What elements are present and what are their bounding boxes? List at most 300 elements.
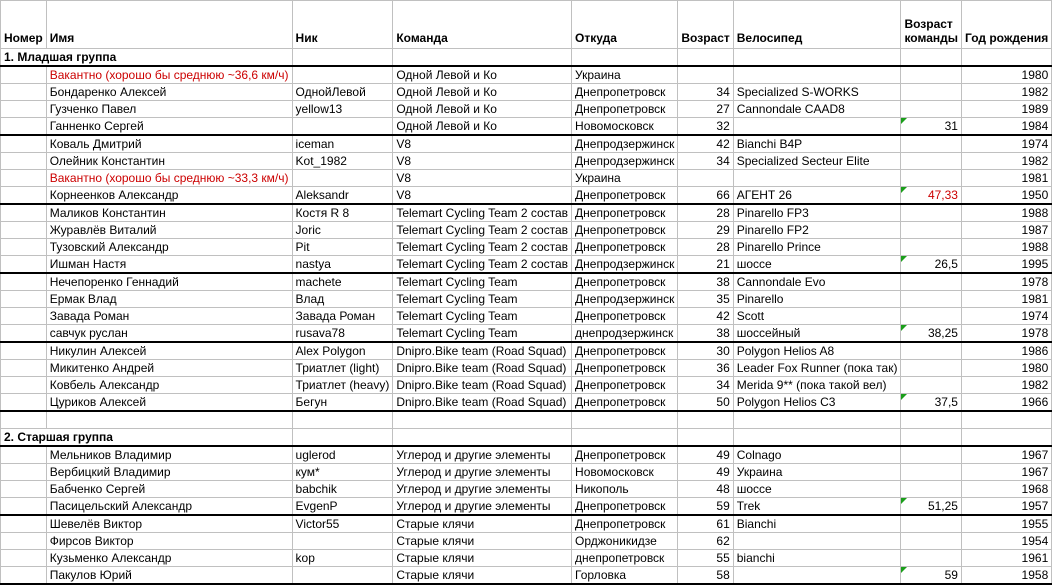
cell-bike[interactable]: шоссе: [733, 481, 901, 498]
cell-from[interactable]: Днепропетровск: [572, 515, 678, 533]
cell-name[interactable]: Микитенко Андрей: [46, 360, 292, 377]
cell-bike[interactable]: [733, 170, 901, 187]
section-title[interactable]: 1. Младшая группа: [1, 49, 293, 67]
cell-bike[interactable]: Trek: [733, 498, 901, 516]
cell-bike[interactable]: Leader Fox Runner (пока так): [733, 360, 901, 377]
cell-name[interactable]: Ишман Настя: [46, 256, 292, 274]
cell-from[interactable]: Днепродзержинск: [572, 256, 678, 274]
cell-bike[interactable]: [733, 118, 901, 136]
empty-cell[interactable]: [901, 429, 962, 447]
cell-year[interactable]: 1968: [961, 481, 1051, 498]
cell-num[interactable]: [1, 498, 47, 516]
empty-cell[interactable]: [961, 429, 1051, 447]
cell-nick[interactable]: [292, 533, 393, 550]
cell-age[interactable]: 32: [678, 118, 733, 136]
empty-cell[interactable]: [733, 411, 901, 429]
cell-name[interactable]: Нечепоренко Геннадий: [46, 273, 292, 291]
cell-team-age[interactable]: 59: [901, 567, 962, 585]
cell-age[interactable]: 38: [678, 325, 733, 343]
cell-team-age[interactable]: [901, 222, 962, 239]
cell-name[interactable]: Завада Роман: [46, 308, 292, 325]
cell-year[interactable]: 1967: [961, 464, 1051, 481]
cell-year[interactable]: 1978: [961, 273, 1051, 291]
header-nick[interactable]: Ник: [292, 1, 393, 49]
cell-bike[interactable]: Pinarello: [733, 291, 901, 308]
cell-bike[interactable]: [733, 66, 901, 84]
cell-nick[interactable]: rusava78: [292, 325, 393, 343]
cell-year[interactable]: 1981: [961, 170, 1051, 187]
cell-nick[interactable]: Бегун: [292, 394, 393, 412]
cell-age[interactable]: 28: [678, 239, 733, 256]
cell-num[interactable]: [1, 550, 47, 567]
header-name[interactable]: Имя: [46, 1, 292, 49]
cell-from[interactable]: Днепропетровск: [572, 342, 678, 360]
cell-age[interactable]: 29: [678, 222, 733, 239]
cell-name[interactable]: Никулин Алексей: [46, 342, 292, 360]
cell-name[interactable]: Пакулов Юрий: [46, 567, 292, 585]
empty-cell[interactable]: [46, 411, 292, 429]
cell-team-age[interactable]: [901, 135, 962, 153]
cell-team[interactable]: Старые клячи: [393, 550, 572, 567]
cell-year[interactable]: 1957: [961, 498, 1051, 516]
cell-from[interactable]: Днепропетровск: [572, 446, 678, 464]
cell-name[interactable]: Вакантно (хорошо бы среднюю ~33,3 км/ч): [46, 170, 292, 187]
cell-num[interactable]: [1, 204, 47, 222]
table-row: [1, 101, 1052, 118]
cell-num[interactable]: [1, 394, 47, 412]
cell-bike[interactable]: Bianchi B4P: [733, 135, 901, 153]
cell-team[interactable]: Dnipro.Bike team (Road Squad): [393, 377, 572, 394]
cell-nick[interactable]: Завада Роман: [292, 308, 393, 325]
cell-num[interactable]: [1, 515, 47, 533]
cell-year[interactable]: 1988: [961, 204, 1051, 222]
cell-age[interactable]: 48: [678, 481, 733, 498]
cell-from[interactable]: Днепродзержинск: [572, 135, 678, 153]
cell-bike[interactable]: шоссе: [733, 256, 901, 274]
cell-team[interactable]: V8: [393, 135, 572, 153]
cell-from[interactable]: Днепропетровск: [572, 273, 678, 291]
cell-year[interactable]: 1954: [961, 533, 1051, 550]
cell-from[interactable]: Днепропетровск: [572, 204, 678, 222]
cell-bike[interactable]: Bianchi: [733, 515, 901, 533]
cell-year[interactable]: 1995: [961, 256, 1051, 274]
cell-team-age[interactable]: [901, 342, 962, 360]
comment-indicator-icon[interactable]: [901, 567, 907, 573]
comment-indicator-icon[interactable]: [901, 118, 907, 124]
empty-cell[interactable]: [678, 429, 733, 447]
cell-team-age[interactable]: [901, 446, 962, 464]
cell-nick[interactable]: yellow13: [292, 101, 393, 118]
header-team-age[interactable]: [901, 1, 962, 49]
cell-age[interactable]: 34: [678, 377, 733, 394]
empty-cell[interactable]: [961, 49, 1051, 67]
cell-year[interactable]: 1982: [961, 377, 1051, 394]
empty-cell[interactable]: [678, 49, 733, 67]
cell-name[interactable]: Тузовский Александр: [46, 239, 292, 256]
cell-bike[interactable]: АГЕНТ 26: [733, 187, 901, 205]
cell-nick[interactable]: iceman: [292, 135, 393, 153]
cell-nick[interactable]: [292, 66, 393, 84]
cell-name[interactable]: Кузьменко Александр: [46, 550, 292, 567]
cell-name[interactable]: Бондаренко Алексей: [46, 84, 292, 101]
cell-year[interactable]: 1961: [961, 550, 1051, 567]
cell-num[interactable]: [1, 101, 47, 118]
cell-age[interactable]: 42: [678, 135, 733, 153]
empty-cell[interactable]: [572, 49, 678, 67]
cell-nick[interactable]: EvgenP: [292, 498, 393, 516]
cell-team-age[interactable]: [901, 66, 962, 84]
cell-team-age[interactable]: [901, 308, 962, 325]
empty-cell[interactable]: [393, 49, 572, 67]
cell-team[interactable]: Углерод и другие элементы: [393, 464, 572, 481]
empty-cell[interactable]: [961, 411, 1051, 429]
cell-from[interactable]: Днепродзержинск: [572, 291, 678, 308]
cell-from[interactable]: Горловка: [572, 567, 678, 585]
cell-team-age[interactable]: [901, 550, 962, 567]
cell-num[interactable]: [1, 325, 47, 343]
cell-num[interactable]: [1, 360, 47, 377]
cell-team[interactable]: Dnipro.Bike team (Road Squad): [393, 394, 572, 412]
cell-age[interactable]: 21: [678, 256, 733, 274]
cell-team-age[interactable]: [901, 84, 962, 101]
cell-team-age[interactable]: [901, 153, 962, 170]
comment-indicator-icon[interactable]: [901, 256, 907, 262]
section-header-row: [1, 429, 1052, 447]
cell-nick[interactable]: Триатлет (heavy): [292, 377, 393, 394]
cell-name[interactable]: Шевелёв Виктор: [46, 515, 292, 533]
cell-team-age[interactable]: 47,33: [901, 187, 962, 205]
cell-from[interactable]: Днепропетровск: [572, 394, 678, 412]
cell-team-age[interactable]: [901, 481, 962, 498]
cell-num[interactable]: [1, 273, 47, 291]
cell-num[interactable]: [1, 222, 47, 239]
cell-team-age[interactable]: 38,25: [901, 325, 962, 343]
cell-bike[interactable]: Pinarello FP3: [733, 204, 901, 222]
cell-team-age[interactable]: 31: [901, 118, 962, 136]
cell-bike[interactable]: Specialized S-WORKS: [733, 84, 901, 101]
cell-from[interactable]: днепродзержинск: [572, 325, 678, 343]
cell-from[interactable]: Днепропетровск: [572, 222, 678, 239]
cell-from[interactable]: Днепропетровск: [572, 101, 678, 118]
cell-age[interactable]: 36: [678, 360, 733, 377]
cell-from[interactable]: Днепропетровск: [572, 308, 678, 325]
cell-team[interactable]: Telemart Cycling Team: [393, 325, 572, 343]
cell-team-age[interactable]: 37,5: [901, 394, 962, 412]
header-year[interactable]: Год рождения: [961, 1, 1051, 49]
cell-year[interactable]: 1989: [961, 101, 1051, 118]
cell-name[interactable]: Пасицельский Александр: [46, 498, 292, 516]
cell-age[interactable]: 55: [678, 550, 733, 567]
cell-team-age[interactable]: [901, 239, 962, 256]
cell-age[interactable]: [678, 170, 733, 187]
cell-name[interactable]: Ермак Влад: [46, 291, 292, 308]
empty-cell[interactable]: [901, 49, 962, 67]
empty-cell[interactable]: [678, 411, 733, 429]
empty-cell[interactable]: [292, 411, 393, 429]
cell-from[interactable]: Никополь: [572, 481, 678, 498]
cell-bike[interactable]: Polygon Helios A8: [733, 342, 901, 360]
cell-year[interactable]: 1950: [961, 187, 1051, 205]
table-row: [1, 325, 1052, 343]
table-row: [1, 291, 1052, 308]
cell-age[interactable]: 66: [678, 187, 733, 205]
cell-bike[interactable]: Cannondale Evo: [733, 273, 901, 291]
cell-team[interactable]: Старые клячи: [393, 515, 572, 533]
cell-age[interactable]: 59: [678, 498, 733, 516]
cell-name[interactable]: Мельников Владимир: [46, 446, 292, 464]
empty-cell[interactable]: [292, 49, 393, 67]
cell-from[interactable]: Днепродзержинск: [572, 153, 678, 170]
cell-year[interactable]: 1966: [961, 394, 1051, 412]
cell-year[interactable]: 1974: [961, 135, 1051, 153]
cell-team-age[interactable]: [901, 464, 962, 481]
cell-num[interactable]: [1, 342, 47, 360]
cell-from[interactable]: Украина: [572, 66, 678, 84]
cell-num[interactable]: [1, 567, 47, 585]
cell-year[interactable]: 1982: [961, 153, 1051, 170]
cell-nick[interactable]: [292, 567, 393, 585]
section-title[interactable]: 2. Старшая группа: [1, 429, 293, 447]
cell-age[interactable]: 27: [678, 101, 733, 118]
cell-year[interactable]: 1978: [961, 325, 1051, 343]
cell-team[interactable]: Dnipro.Bike team (Road Squad): [393, 360, 572, 377]
header-age[interactable]: Возраст: [678, 1, 733, 49]
cell-age[interactable]: 38: [678, 273, 733, 291]
cell-year[interactable]: 1987: [961, 222, 1051, 239]
cell-team-age[interactable]: [901, 204, 962, 222]
cell-nick[interactable]: kop: [292, 550, 393, 567]
empty-cell[interactable]: [901, 411, 962, 429]
cell-team[interactable]: V8: [393, 170, 572, 187]
cell-bike[interactable]: Украина: [733, 464, 901, 481]
cell-from[interactable]: Днепропетровск: [572, 239, 678, 256]
cell-team-age[interactable]: [901, 273, 962, 291]
cell-age[interactable]: 50: [678, 394, 733, 412]
cell-year[interactable]: 1982: [961, 84, 1051, 101]
cell-year[interactable]: 1980: [961, 360, 1051, 377]
cell-num[interactable]: [1, 291, 47, 308]
empty-cell[interactable]: [393, 411, 572, 429]
cell-num[interactable]: [1, 239, 47, 256]
cell-name[interactable]: Олейник Константин: [46, 153, 292, 170]
cell-year[interactable]: 1955: [961, 515, 1051, 533]
cell-num[interactable]: [1, 135, 47, 153]
header-team[interactable]: Команда: [393, 1, 572, 49]
cell-nick[interactable]: babchik: [292, 481, 393, 498]
cell-from[interactable]: Новомосковск: [572, 118, 678, 136]
cell-from[interactable]: Украина: [572, 170, 678, 187]
cell-name[interactable]: Корнеенков Александр: [46, 187, 292, 205]
cell-name[interactable]: Коваль Дмитрий: [46, 135, 292, 153]
cell-age[interactable]: 34: [678, 153, 733, 170]
cell-team[interactable]: Telemart Cycling Team 2 состав: [393, 222, 572, 239]
cell-nick[interactable]: uglerod: [292, 446, 393, 464]
cell-num[interactable]: [1, 153, 47, 170]
cell-age[interactable]: 34: [678, 84, 733, 101]
header-num[interactable]: Номер: [1, 1, 47, 49]
cell-bike[interactable]: Merida 9** (пока такой вел): [733, 377, 901, 394]
cell-team-age[interactable]: [901, 170, 962, 187]
cell-team-age[interactable]: [901, 533, 962, 550]
cell-bike[interactable]: Pinarello Prince: [733, 239, 901, 256]
cell-nick[interactable]: кум*: [292, 464, 393, 481]
cell-age[interactable]: 49: [678, 464, 733, 481]
cell-from[interactable]: Орджоникидзе: [572, 533, 678, 550]
cell-age[interactable]: 62: [678, 533, 733, 550]
cell-team[interactable]: Одной Левой и Ко: [393, 84, 572, 101]
cell-name[interactable]: Журавлёв Виталий: [46, 222, 292, 239]
cell-team-age[interactable]: [901, 360, 962, 377]
cell-bike[interactable]: шоссейный: [733, 325, 901, 343]
table-row: [1, 204, 1052, 222]
cell-age[interactable]: 28: [678, 204, 733, 222]
cell-nick[interactable]: ОднойЛевой: [292, 84, 393, 101]
cell-bike[interactable]: Polygon Helios C3: [733, 394, 901, 412]
cell-num[interactable]: [1, 481, 47, 498]
cell-num[interactable]: [1, 84, 47, 101]
cell-team-age[interactable]: 26,5: [901, 256, 962, 274]
cell-age[interactable]: [678, 66, 733, 84]
cell-from[interactable]: Днепропетровск: [572, 187, 678, 205]
cell-team[interactable]: Старые клячи: [393, 567, 572, 585]
cell-year[interactable]: 1981: [961, 291, 1051, 308]
cell-age[interactable]: 61: [678, 515, 733, 533]
cell-team[interactable]: Dnipro.Bike team (Road Squad): [393, 342, 572, 360]
cell-nick[interactable]: Влад: [292, 291, 393, 308]
cell-team[interactable]: Одной Левой и Ко: [393, 118, 572, 136]
empty-cell[interactable]: [572, 411, 678, 429]
cell-name[interactable]: Вербицкий Владимир: [46, 464, 292, 481]
cell-nick[interactable]: Aleksandr: [292, 187, 393, 205]
empty-cell[interactable]: [1, 411, 47, 429]
cell-team[interactable]: Углерод и другие элементы: [393, 498, 572, 516]
cell-age[interactable]: 30: [678, 342, 733, 360]
cell-age[interactable]: 35: [678, 291, 733, 308]
cell-team-age[interactable]: 51,25: [901, 498, 962, 516]
cell-nick[interactable]: [292, 118, 393, 136]
cell-nick[interactable]: Триатлет (light): [292, 360, 393, 377]
cell-nick[interactable]: Alex Polygon: [292, 342, 393, 360]
cell-name[interactable]: Вакантно (хорошо бы среднюю ~36,6 км/ч): [46, 66, 292, 84]
cell-nick[interactable]: [292, 170, 393, 187]
cell-num[interactable]: [1, 170, 47, 187]
cell-team[interactable]: Старые клячи: [393, 533, 572, 550]
cell-num[interactable]: [1, 118, 47, 136]
cell-from[interactable]: Днепропетровск: [572, 360, 678, 377]
cell-num[interactable]: [1, 533, 47, 550]
cell-num[interactable]: [1, 446, 47, 464]
cell-from[interactable]: днепропетровск: [572, 550, 678, 567]
cell-name[interactable]: Цуриков Алексей: [46, 394, 292, 412]
cell-num[interactable]: [1, 308, 47, 325]
cell-year[interactable]: 1988: [961, 239, 1051, 256]
cell-name[interactable]: Маликов Константин: [46, 204, 292, 222]
cell-name[interactable]: Фирсов Виктор: [46, 533, 292, 550]
cell-year[interactable]: 1958: [961, 567, 1051, 585]
cell-bike[interactable]: [733, 567, 901, 585]
cell-num[interactable]: [1, 256, 47, 274]
cell-year[interactable]: 1980: [961, 66, 1051, 84]
empty-cell[interactable]: [572, 429, 678, 447]
comment-indicator-icon[interactable]: [901, 187, 907, 193]
cell-team[interactable]: Telemart Cycling Team: [393, 308, 572, 325]
cell-from[interactable]: Днепропетровск: [572, 498, 678, 516]
cell-bike[interactable]: Specialized Secteur Elite: [733, 153, 901, 170]
empty-cell[interactable]: [292, 429, 393, 447]
empty-cell[interactable]: [733, 49, 901, 67]
cell-team-age[interactable]: [901, 101, 962, 118]
cell-team[interactable]: Telemart Cycling Team: [393, 291, 572, 308]
cell-team-age[interactable]: [901, 291, 962, 308]
cell-team[interactable]: Telemart Cycling Team 2 состав: [393, 256, 572, 274]
cell-team[interactable]: V8: [393, 153, 572, 170]
cell-bike[interactable]: Colnago: [733, 446, 901, 464]
cell-team[interactable]: Telemart Cycling Team: [393, 273, 572, 291]
empty-cell[interactable]: [393, 429, 572, 447]
cell-age[interactable]: 58: [678, 567, 733, 585]
cell-bike[interactable]: Scott: [733, 308, 901, 325]
cell-nick[interactable]: Костя R 8: [292, 204, 393, 222]
table-row: [1, 481, 1052, 498]
cell-nick[interactable]: Joric: [292, 222, 393, 239]
cell-nick[interactable]: Kot_1982: [292, 153, 393, 170]
cell-num[interactable]: [1, 187, 47, 205]
cell-team[interactable]: Telemart Cycling Team 2 состав: [393, 204, 572, 222]
cell-bike[interactable]: Pinarello FP2: [733, 222, 901, 239]
cell-num[interactable]: [1, 464, 47, 481]
cell-from[interactable]: Днепропетровск: [572, 84, 678, 101]
cell-team[interactable]: Углерод и другие элементы: [393, 446, 572, 464]
cell-age[interactable]: 42: [678, 308, 733, 325]
cell-name[interactable]: Бабченко Сергей: [46, 481, 292, 498]
cell-team-age[interactable]: [901, 515, 962, 533]
cell-name[interactable]: Гузченко Павел: [46, 101, 292, 118]
cell-bike[interactable]: Cannondale CAAD8: [733, 101, 901, 118]
cell-nick[interactable]: Pit: [292, 239, 393, 256]
cell-team[interactable]: V8: [393, 187, 572, 205]
cell-from[interactable]: Днепропетровск: [572, 377, 678, 394]
header-bike[interactable]: Велосипед: [733, 1, 901, 49]
cell-team[interactable]: Одной Левой и Ко: [393, 101, 572, 118]
cell-from[interactable]: Новомосковск: [572, 464, 678, 481]
cell-name[interactable]: Ковбель Александр: [46, 377, 292, 394]
cell-nick[interactable]: Victor55: [292, 515, 393, 533]
comment-indicator-icon[interactable]: [901, 394, 907, 400]
cell-nick[interactable]: machete: [292, 273, 393, 291]
cell-team[interactable]: Telemart Cycling Team 2 состав: [393, 239, 572, 256]
comment-indicator-icon[interactable]: [901, 498, 907, 504]
cell-team-age[interactable]: [901, 377, 962, 394]
table-row: [1, 187, 1052, 205]
cell-year[interactable]: 1986: [961, 342, 1051, 360]
empty-cell[interactable]: [733, 429, 901, 447]
cell-bike[interactable]: [733, 533, 901, 550]
cell-year[interactable]: 1974: [961, 308, 1051, 325]
cell-nick[interactable]: nastya: [292, 256, 393, 274]
header-from[interactable]: Откуда: [572, 1, 678, 49]
cell-year[interactable]: 1967: [961, 446, 1051, 464]
cell-num[interactable]: [1, 377, 47, 394]
cell-name[interactable]: Ганненко Сергей: [46, 118, 292, 136]
cell-age[interactable]: 49: [678, 446, 733, 464]
cell-bike[interactable]: bianchi: [733, 550, 901, 567]
cell-name[interactable]: савчук руслан: [46, 325, 292, 343]
cell-team[interactable]: Углерод и другие элементы: [393, 481, 572, 498]
cell-year[interactable]: 1984: [961, 118, 1051, 136]
comment-indicator-icon[interactable]: [901, 325, 907, 331]
cell-num[interactable]: [1, 66, 47, 84]
cell-team[interactable]: Одной Левой и Ко: [393, 66, 572, 84]
